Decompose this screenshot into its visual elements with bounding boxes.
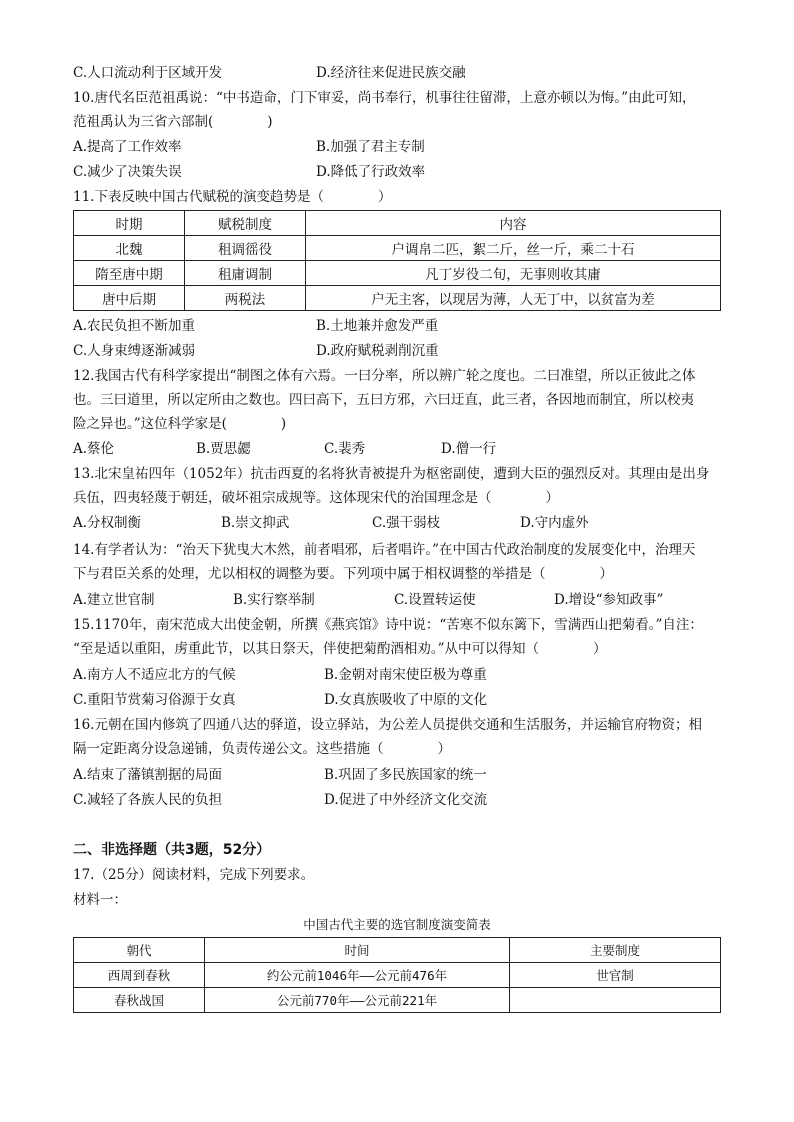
q16-stem-line1: 16.元朝在国内修筑了四通八达的驿道，设立驿站，为公差人员提供交通和生活服务，并运输官府物资；相 bbox=[73, 717, 702, 733]
q12-stem-line2: 也。三曰道里，所以定所由之数也。四曰高下，五曰方邪，六曰迂直，此三者，各因地而制宜，所以校夷 bbox=[73, 392, 694, 408]
q13-stem-line1: 13.北宋皇祐四年（1052年）抗击西夏的名将狄青被提升为枢密副使，遭到大臣的强烈反对。其理由是出身 bbox=[73, 466, 710, 482]
q14-option-b: B.实行察举制 bbox=[233, 592, 315, 608]
q15-stem-line1: 15.1170年，南宋范成大出使金朝，所撰《燕宾馆》诗中说：“苦寒不似东篱下，雪满西山把菊看。”自注： bbox=[73, 617, 703, 633]
table-cell: 凡丁岁役二旬，无事则收其庸 bbox=[306, 261, 721, 286]
q11-tax-table bbox=[73, 210, 721, 311]
table-header-row bbox=[74, 211, 721, 236]
table-cell: 公元前770年——公元前221年 bbox=[205, 988, 510, 1013]
table-cell: 租庸调制 bbox=[185, 261, 306, 286]
q16-option-a: A.结束了藩镇割据的局面 bbox=[73, 767, 223, 783]
q14-option-a: A.建立世官制 bbox=[73, 592, 155, 608]
q16-option-c: C.减轻了各族人民的负担 bbox=[73, 792, 223, 808]
table-cell: 租调徭役 bbox=[185, 236, 306, 261]
table-header-cell: 主要制度 bbox=[510, 938, 721, 963]
q15-stem-line2: “至是适以重阳，虏重此节，以其日祭天，伴使把菊酌酒相劝。”从中可以得知（ ） bbox=[73, 641, 607, 657]
table-cell: 春秋战国 bbox=[74, 988, 205, 1013]
q11-option-d: D.政府赋税剥削沉重 bbox=[316, 343, 439, 359]
q12-stem-line3: 险之异也。”这位科学家是( ) bbox=[73, 416, 287, 432]
q12-option-d: D.僧一行 bbox=[441, 441, 497, 457]
q12-option-a: A.蔡伦 bbox=[73, 441, 115, 457]
q14-stem-line2: 下与君臣关系的处理，尤以相权的调整为要。下列项中属于相权调整的举措是（ ） bbox=[73, 566, 613, 582]
q16-stem-line2: 隔一定距离分设急递铺，负责传递公文。这些措施（ ） bbox=[73, 741, 451, 757]
table-cell: 西周到春秋 bbox=[74, 963, 205, 988]
q14-stem-line1: 14.有学者认为：“治天下犹曳大木然，前者唱邪，后者唱许。”在中国古代政治制度的发展变化中，治理天 bbox=[73, 542, 696, 558]
q17-official-selection-table bbox=[73, 937, 721, 1013]
table-cell: 户无主客，以现居为薄，人无丁中，以贫富为差 bbox=[306, 286, 721, 311]
table-cell: 世官制 bbox=[510, 963, 721, 988]
table-cell: 两税法 bbox=[185, 286, 306, 311]
table-cell: 北魏 bbox=[74, 236, 185, 261]
table-cell bbox=[510, 988, 721, 1013]
table-cell: 隋至唐中期 bbox=[74, 261, 185, 286]
q13-option-c: C.强干弱枝 bbox=[372, 515, 441, 531]
table-row bbox=[74, 236, 721, 261]
q15-option-a: A.南方人不适应北方的气候 bbox=[73, 667, 236, 683]
table-header-cell: 时间 bbox=[205, 938, 510, 963]
table-cell: 约公元前1046年——公元前476年 bbox=[205, 963, 510, 988]
q10-option-b: B.加强了君主专制 bbox=[316, 139, 425, 155]
q16-option-d: D.促进了中外经济文化交流 bbox=[324, 792, 488, 808]
q10-stem-line1: 10.唐代名臣范祖禹说：“中书造命，门下审妥，尚书奉行，机事往往留滞，上意亦顿以为悔。”由此可知， bbox=[73, 90, 696, 106]
q15-option-d: D.女真族吸收了中原的文化 bbox=[324, 692, 488, 708]
q15-option-c: C.重阳节赏菊习俗源于女真 bbox=[73, 692, 236, 708]
q15-option-b: B.金朝对南宋使臣极为尊重 bbox=[324, 667, 487, 683]
table-header-cell: 时期 bbox=[74, 211, 185, 236]
table-row bbox=[74, 286, 721, 311]
q14-option-c: C.设置转运使 bbox=[394, 592, 476, 608]
q12-option-b: B.贾思勰 bbox=[196, 441, 251, 457]
table-cell: 唐中后期 bbox=[74, 286, 185, 311]
q11-option-a: A.农民负担不断加重 bbox=[73, 318, 196, 334]
q13-option-a: A.分权制衡 bbox=[73, 515, 142, 531]
table-header-cell: 赋税制度 bbox=[185, 211, 306, 236]
q13-option-b: B.崇文抑武 bbox=[221, 515, 290, 531]
table-header-cell: 朝代 bbox=[74, 938, 205, 963]
q17-stem: 17.（25分）阅读材料，完成下列要求。 bbox=[73, 867, 315, 883]
q9-option-d: D.经济往来促进民族交融 bbox=[316, 65, 466, 81]
table-caption: 中国古代主要的选官制度演变简表 bbox=[303, 917, 491, 932]
q11-option-b: B.土地兼并愈发严重 bbox=[316, 318, 439, 334]
q9-option-c: C.人口流动利于区域开发 bbox=[73, 65, 223, 81]
q17-material-label: 材料一： bbox=[73, 892, 127, 908]
q11-stem: 11.下表反映中国古代赋税的演变趋势是（ ） bbox=[73, 189, 392, 205]
q14-option-d: D.增设“参知政事” bbox=[554, 592, 664, 608]
table-row bbox=[74, 988, 721, 1013]
q16-option-b: B.巩固了多民族国家的统一 bbox=[324, 767, 487, 783]
q13-option-d: D.守内虚外 bbox=[520, 515, 589, 531]
q13-stem-line2: 兵伍，四夷轻蔑于朝廷，破坏祖宗成规等。这体现宋代的治国理念是（ ） bbox=[73, 490, 559, 506]
q10-stem-line2: 范祖禹认为三省六部制( ) bbox=[73, 114, 273, 130]
section-title: 二、非选择题（共3题，52分） bbox=[73, 842, 271, 858]
q12-stem-line1: 12.我国古代有科学家提出“制图之体有六焉。一曰分率，所以辨广轮之度也。二曰准望，所以正彼此之体 bbox=[73, 368, 696, 384]
table-cell: 户调帛二匹，絮二斤，丝一斤，乘二十石 bbox=[306, 236, 721, 261]
table-header-cell: 内容 bbox=[306, 211, 721, 236]
q10-option-a: A.提高了工作效率 bbox=[73, 139, 182, 155]
table-row bbox=[74, 261, 721, 286]
q12-option-c: C.裴秀 bbox=[324, 441, 366, 457]
table-row bbox=[74, 963, 721, 988]
q11-option-c: C.人身束缚逐渐减弱 bbox=[73, 343, 196, 359]
q10-option-c: C.减少了决策失误 bbox=[73, 164, 182, 180]
q10-option-d: D.降低了行政效率 bbox=[316, 164, 426, 180]
table-header-row bbox=[74, 938, 721, 963]
